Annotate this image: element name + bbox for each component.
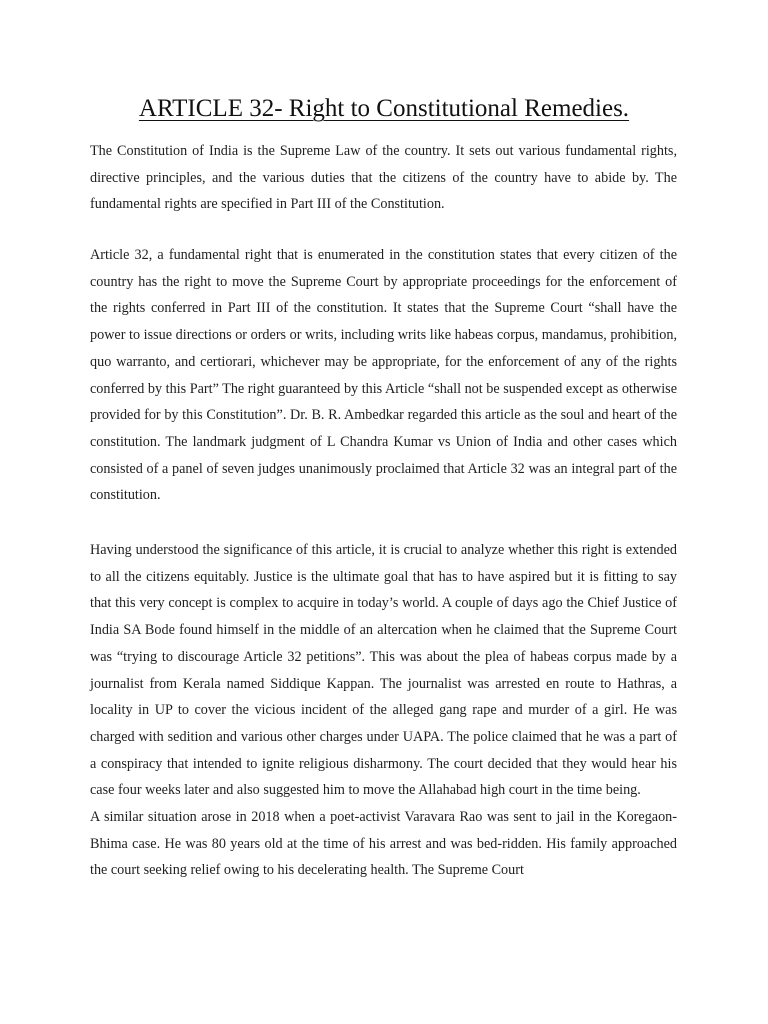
paragraph-article-32: Article 32, a fundamental right that is enumerated in the constitution states that every citizen of the country has the right to move the Supreme Court by appropriate proceedings for the enforcement of the rights conferred in Part III of the constitution. It states that the Supreme Court “shall have the power to issue directions or orders or writs, including writs like habeas corpus, mandamus, prohibition, quo warranto, and certiorari, whichever may be appropriate, for the enforcement of any of the rights conferred by this Part” The right guaranteed by this Article “shall not be suspended except as otherwise provided for by this Constitution”. Dr. B. R. Ambedkar regarded this article as the soul and heart of the constitution. The landmark judgment of L Chandra Kumar vs Union of India and other cases which consisted of a panel of seven judges unanimously proclaimed that Article 32 was an integral part of the constitution. [90,247,677,504]
paragraph-varavara-rao: A similar situation arose in 2018 when a poet-activist Varavara Rao was sent to jail in the Koregaon-Bhima case. He was 80 years old at the time of his arrest and was bed-ridden. His family approached the court seeking relief owing to his decelerating health. The Supreme Court [90,809,677,879]
document-title: ARTICLE 32- Right to Constitutional Remedies. [138,95,630,122]
paragraph-intro: The Constitution of India is the Supreme Law of the country. It sets out various fundamental rights, directive principles, and the various duties that the citizens of the country have to abide by. The fundamental rights are specified in Part III of the Constitution. [90,143,677,213]
paragraph-significance: Having understood the significance of this article, it is crucial to analyze whether this right is extended to all the citizens equitably. Justice is the ultimate goal that has to have aspired but it is fitting to say that this very concept is complex to acquire in today’s world. A couple of days ago the Chief Justice of India SA Bode found himself in the middle of an altercation when he claimed that the Supreme Court was “trying to discourage Article 32 petitions”. This was about the plea of habeas corpus made by a journalist from Kerala named Siddique Kappan. The journalist was arrested en route to Hathras, a locality in UP to cover the vicious incident of the alleged gang rape and murder of a girl. He was charged with sedition and various other charges under UAPA. The police claimed that he was a part of a conspiracy that intended to ignite religious disharmony. The court decided that they would hear his case four weeks later and also suggested him to move the Allahabad high court in the time being. [90,542,677,799]
